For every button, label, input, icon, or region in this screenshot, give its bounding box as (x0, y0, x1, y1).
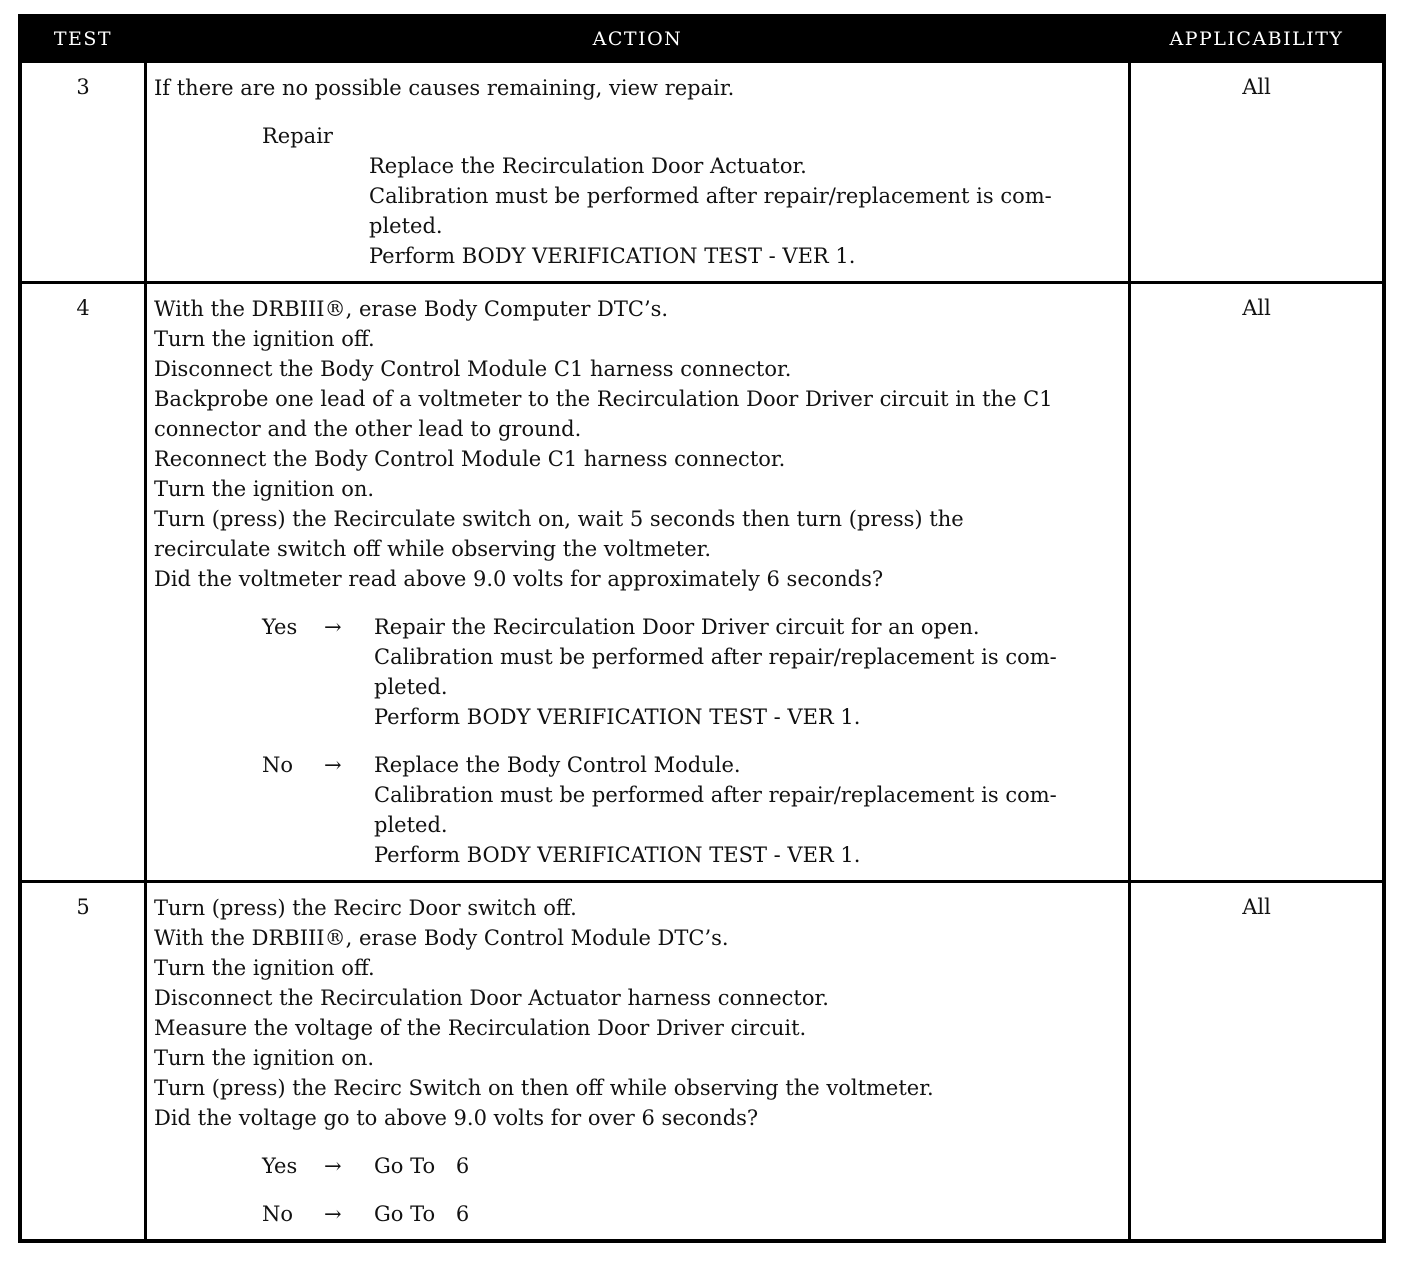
goto-target: 6 (455, 1154, 470, 1178)
yes-branch (154, 612, 1122, 732)
no-label: No (262, 753, 294, 777)
header-applicability: APPLICABILITY (1169, 28, 1344, 50)
action-step: Turn the ignition on. (154, 477, 375, 501)
test-number: 5 (76, 895, 90, 919)
test-number: 3 (76, 75, 90, 99)
action-cell (144, 284, 1131, 880)
repair-block (154, 121, 1122, 271)
test-number: 4 (76, 296, 90, 320)
repair-line: pleted. (369, 214, 443, 238)
branch-line: Calibration must be performed after repair/replacement is com- (374, 783, 1057, 807)
action-step: Turn the ignition off. (154, 956, 375, 980)
action-step: Did the voltage go to above 9.0 volts for over 6 seconds? (154, 1106, 759, 1130)
action-cell (144, 883, 1131, 1239)
action-step: Did the voltmeter read above 9.0 volts for approximately 6 seconds? (154, 567, 884, 591)
action-cell (144, 63, 1131, 281)
arrow-icon: → (324, 615, 342, 639)
arrow-icon: → (324, 1154, 342, 1178)
repair-label: Repair (262, 124, 333, 148)
header-test: TEST (53, 28, 113, 50)
applicability-value: All (1242, 296, 1271, 320)
table-row (22, 281, 1382, 880)
action-step: Reconnect the Body Control Module C1 harness connector. (154, 447, 786, 471)
repair-line: Calibration must be performed after repair/replacement is com- (369, 184, 1052, 208)
no-label: No (262, 1202, 294, 1226)
action-step: Turn (press) the Recirc Door switch off. (154, 896, 577, 920)
action-step: Measure the voltage of the Recirculation Door Driver circuit. (154, 1016, 807, 1040)
action-step: With the DRBIII®, erase Body Computer DTC’s. (154, 297, 669, 321)
arrow-icon: → (324, 1202, 342, 1226)
table-row (22, 60, 1382, 281)
yes-branch (154, 1151, 1122, 1181)
action-step: Disconnect the Recirculation Door Actuator harness connector. (154, 986, 829, 1010)
action-step: Backprobe one lead of a voltmeter to the Recirculation Door Driver circuit in the C1 (154, 387, 1053, 411)
no-branch (154, 1199, 1122, 1229)
yes-label: Yes (262, 615, 298, 639)
action-step: With the DRBIII®, erase Body Control Module DTC’s. (154, 926, 729, 950)
goto-target: 6 (455, 1202, 470, 1226)
action-step: Disconnect the Body Control Module C1 harness connector. (154, 357, 792, 381)
diagnostic-test-table (18, 14, 1386, 1243)
header-action: ACTION (592, 28, 683, 50)
branch-line: Repair the Recirculation Door Driver circuit for an open. (374, 615, 980, 639)
no-branch (154, 750, 1122, 870)
action-step: Turn the ignition off. (154, 327, 375, 351)
action-step: Turn the ignition on. (154, 1046, 375, 1070)
action-step: Turn (press) the Recirculate switch on, wait 5 seconds then turn (press) the (154, 507, 964, 531)
table-header (22, 18, 1382, 60)
branch-line: pleted. (374, 813, 448, 837)
action-step: If there are no possible causes remaining, view repair. (154, 76, 735, 100)
goto-label: Go To (374, 1202, 436, 1226)
table-row (22, 880, 1382, 1239)
applicability-value: All (1242, 75, 1271, 99)
applicability-value: All (1242, 895, 1271, 919)
branch-line: Calibration must be performed after repair/replacement is com- (374, 645, 1057, 669)
repair-line: Perform BODY VERIFICATION TEST - VER 1. (369, 244, 856, 268)
branch-line: Perform BODY VERIFICATION TEST - VER 1. (374, 705, 861, 729)
action-step: recirculate switch off while observing the voltmeter. (154, 537, 712, 561)
action-step: connector and the other lead to ground. (154, 417, 582, 441)
repair-line: Replace the Recirculation Door Actuator. (369, 154, 807, 178)
action-step: Turn (press) the Recirc Switch on then off while observing the voltmeter. (154, 1076, 934, 1100)
arrow-icon: → (324, 753, 342, 777)
branch-line: Perform BODY VERIFICATION TEST - VER 1. (374, 843, 861, 867)
branch-line: pleted. (374, 675, 448, 699)
branch-line: Replace the Body Control Module. (374, 753, 741, 777)
yes-label: Yes (262, 1154, 298, 1178)
goto-label: Go To (374, 1154, 436, 1178)
